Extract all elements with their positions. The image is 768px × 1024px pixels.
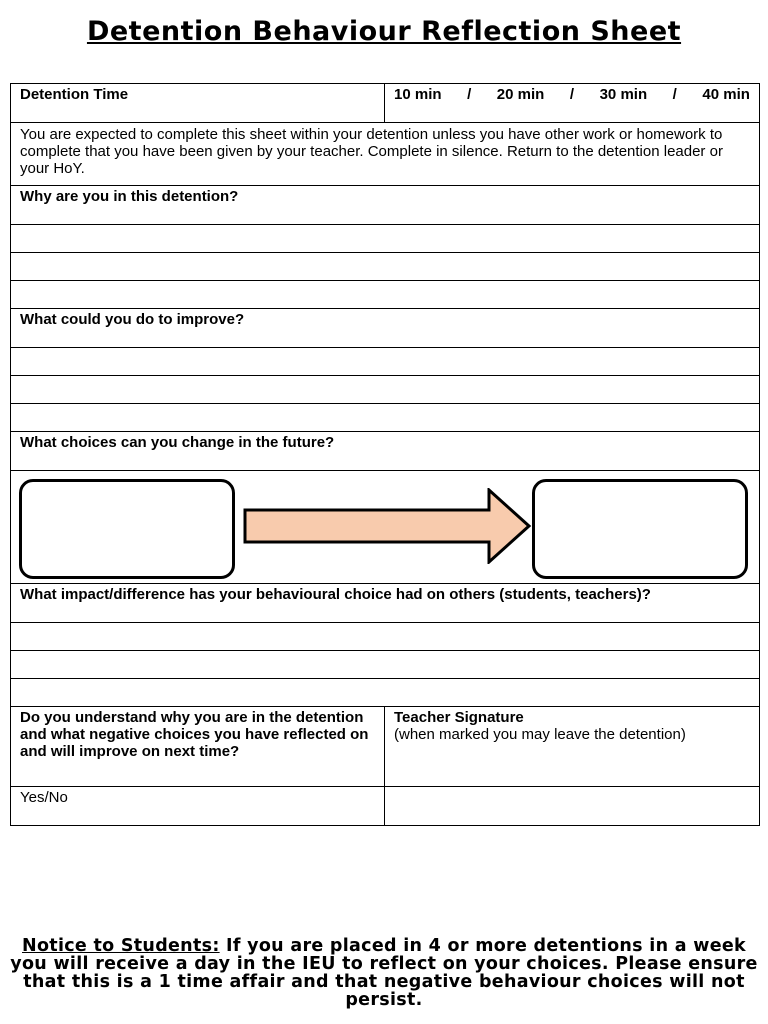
answer-line[interactable] <box>11 623 760 651</box>
answer-line[interactable] <box>11 253 760 281</box>
separator: / <box>569 86 575 103</box>
teacher-signature-label: Teacher Signature <box>394 709 524 726</box>
page-title: Detention Behaviour Reflection Sheet <box>86 16 682 47</box>
instructions-text: You are expected to complete this sheet within your detention unless you have other work or homework to complete that you have been given by your teacher. Complete in silence. Return to the detention leader or your HoY. <box>11 123 760 186</box>
time-option-20[interactable]: 20 min <box>496 86 545 103</box>
teacher-signature-cell <box>385 707 760 787</box>
current-choice-box[interactable] <box>19 479 235 579</box>
answer-line[interactable] <box>11 348 760 376</box>
instructions-row <box>11 123 760 186</box>
detention-time-row <box>11 84 760 123</box>
reflection-table <box>10 83 760 826</box>
choices-diagram <box>11 471 760 584</box>
arrow-right-icon <box>243 488 533 564</box>
question-impact: What impact/difference has your behavioural choice had on others (students, teachers)? <box>11 584 760 623</box>
teacher-signature-note: (when marked you may leave the detention) <box>394 726 686 743</box>
time-option-10[interactable]: 10 min <box>394 86 442 103</box>
time-option-40[interactable]: 40 min <box>702 86 750 103</box>
answer-line[interactable] <box>11 404 760 432</box>
question-improve: What could you do to improve? <box>11 309 760 348</box>
time-option-30[interactable]: 30 min <box>599 86 648 103</box>
answer-line[interactable] <box>11 679 760 707</box>
answer-line[interactable] <box>11 651 760 679</box>
answer-line[interactable] <box>11 225 760 253</box>
answer-line[interactable] <box>11 376 760 404</box>
answer-line[interactable] <box>11 281 760 309</box>
question-why: Why are you in this detention? <box>11 186 760 225</box>
question-choices: What choices can you change in the future? <box>11 432 760 471</box>
notice-label: Notice to Students: <box>22 936 220 956</box>
notice-text: If you are placed in 4 or more detentions in a week you will receive a day in the IEU to reflect on your choices. Please ensure that this is a 1 time affair and that negative behaviour choices will not persist. <box>10 936 758 1010</box>
question-understand: Do you understand why you are in the detention and what negative choices you have reflected on and will improve on next time? <box>11 707 385 787</box>
notice-to-students <box>8 937 760 1009</box>
separator: / <box>467 86 472 103</box>
teacher-signature-field[interactable] <box>385 787 760 826</box>
time-options <box>385 84 760 123</box>
detention-time-label: Detention Time <box>11 84 385 123</box>
separator: / <box>672 86 677 103</box>
yes-no-answer[interactable]: Yes/No <box>11 787 385 826</box>
future-choice-box[interactable] <box>532 479 748 579</box>
